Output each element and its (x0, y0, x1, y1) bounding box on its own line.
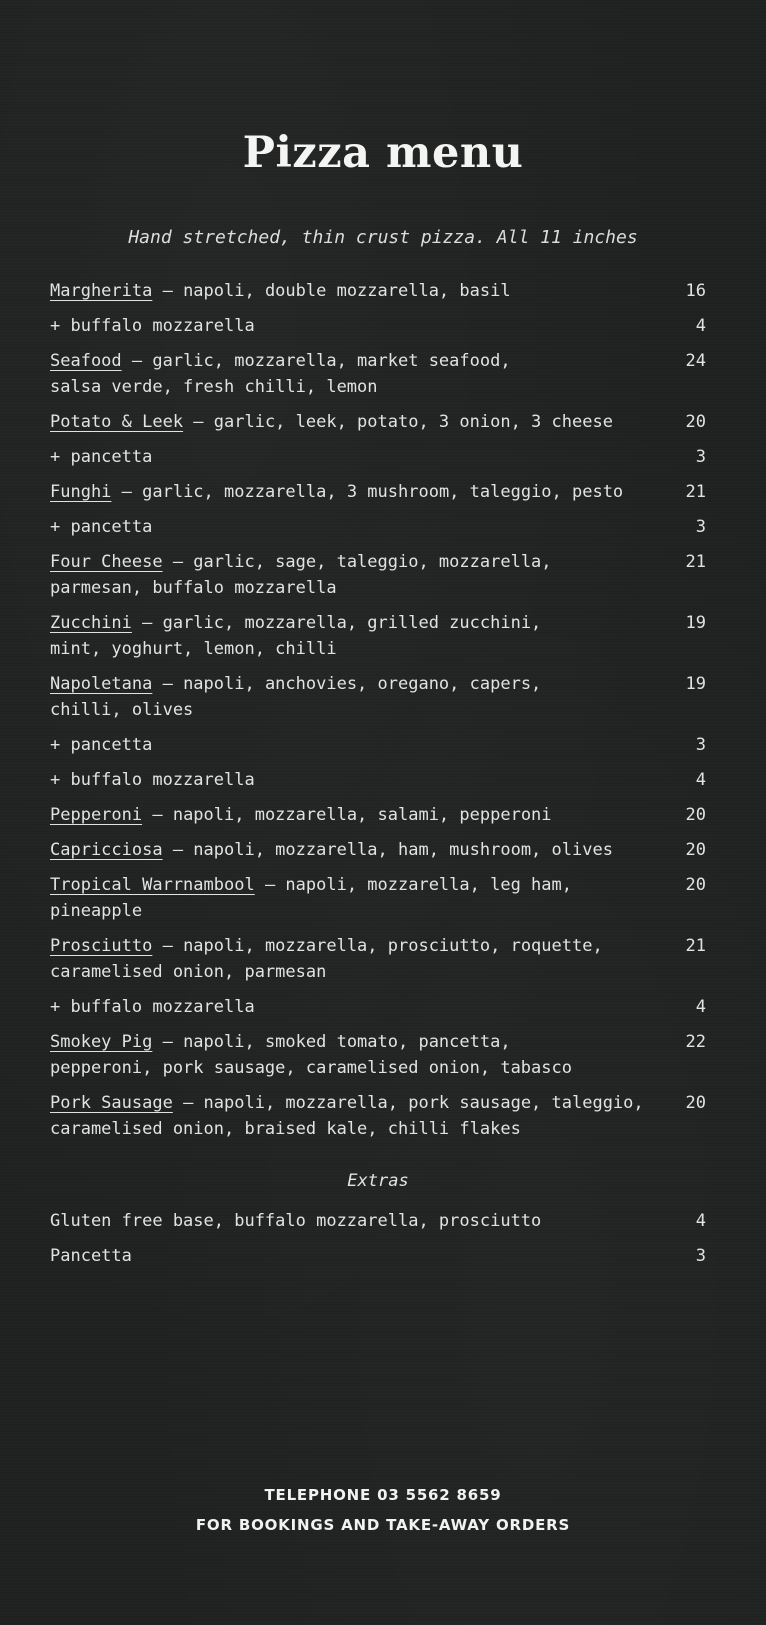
item-description: — napoli, anchovies, oregano, capers, chilli, olives (50, 674, 542, 720)
item-price: 20 (685, 412, 706, 432)
menu-item (50, 610, 706, 662)
addon-description: + buffalo mozzarella (50, 316, 255, 336)
addon-description: + buffalo mozzarella (50, 770, 255, 790)
menu-item (50, 1029, 706, 1081)
item-description: — napoli, mozzarella, pork sausage, taleggio, caramelised onion, braised kale, chilli flakes (50, 1093, 644, 1139)
addon-price: 3 (695, 517, 706, 537)
item-name: Margherita (50, 281, 153, 301)
item-name: Pork Sausage (50, 1093, 173, 1113)
menu-addon (50, 444, 706, 470)
item-price: 22 (685, 1032, 706, 1052)
extras-price: 4 (695, 1211, 706, 1231)
menu-item (50, 671, 706, 723)
item-name: Seafood (50, 351, 122, 371)
item-description: — napoli, mozzarella, ham, mushroom, olives (162, 840, 613, 860)
item-name: Pepperoni (50, 805, 143, 825)
menu-item (50, 278, 706, 304)
item-name: Zucchini (50, 613, 132, 633)
addon-price: 3 (695, 735, 706, 755)
item-name: Capricciosa (50, 840, 163, 860)
item-price: 19 (685, 613, 706, 633)
item-price: 20 (685, 840, 706, 860)
item-price: 20 (685, 805, 706, 825)
menu-item (50, 872, 706, 924)
addon-price: 3 (695, 447, 706, 467)
item-price: 20 (685, 875, 706, 895)
item-description: — napoli, smoked tomato, pancetta, pepperoni, pork sausage, caramelised onion, tabasco (50, 1032, 572, 1078)
menu-item (50, 409, 706, 435)
menu-item (50, 1090, 706, 1142)
item-name: Napoletana (50, 674, 153, 694)
extras-price: 3 (695, 1246, 706, 1266)
pizza-list (50, 278, 706, 1278)
extras-description: Pancetta (50, 1246, 132, 1266)
item-name: Four Cheese (50, 552, 163, 572)
item-description: — napoli, mozzarella, prosciutto, roquette, caramelised onion, parmesan (50, 936, 603, 982)
item-price: 24 (685, 351, 706, 371)
menu-addon (50, 313, 706, 339)
menu-item (50, 837, 706, 863)
menu-item (50, 348, 706, 400)
page-title: Pizza menu (242, 128, 524, 178)
item-name: Smokey Pig (50, 1032, 153, 1052)
item-description: — garlic, leek, potato, 3 onion, 3 cheese (183, 412, 613, 432)
extras-item (50, 1243, 706, 1269)
item-price: 21 (685, 936, 706, 956)
footer-bookings: FOR BOOKINGS AND TAKE-AWAY ORDERS (195, 1516, 571, 1534)
addon-description: + pancetta (50, 517, 153, 537)
addon-description: + pancetta (50, 735, 153, 755)
menu-item (50, 933, 706, 985)
item-name: Prosciutto (50, 936, 153, 956)
menu-item (50, 802, 706, 828)
menu-addon (50, 732, 706, 758)
item-price: 19 (685, 674, 706, 694)
addon-description: + buffalo mozzarella (50, 997, 255, 1017)
extras-description: Gluten free base, buffalo mozzarella, prosciutto (50, 1211, 542, 1231)
addon-price: 4 (695, 997, 706, 1017)
addon-description: + pancetta (50, 447, 153, 467)
item-description: — garlic, mozzarella, grilled zucchini, mint, yoghurt, lemon, chilli (50, 613, 542, 659)
item-description: — napoli, mozzarella, leg ham, pineapple (50, 875, 572, 921)
page-subtitle: Hand stretched, thin crust pizza. All 11 inches (128, 227, 638, 248)
footer-telephone: TELEPHONE 03 5562 8659 (264, 1486, 502, 1504)
extras-item (50, 1208, 706, 1234)
menu-addon (50, 514, 706, 540)
addon-price: 4 (695, 770, 706, 790)
item-description: — napoli, double mozzarella, basil (152, 281, 511, 301)
item-price: 21 (685, 552, 706, 572)
item-price: 20 (685, 1093, 706, 1113)
item-description: — garlic, sage, taleggio, mozzarella, parmesan, buffalo mozzarella (50, 552, 552, 598)
menu-item (50, 479, 706, 505)
menu-item (50, 549, 706, 601)
item-name: Funghi (50, 482, 112, 502)
addon-price: 4 (695, 316, 706, 336)
menu-addon (50, 994, 706, 1020)
item-name: Potato & Leek (50, 412, 184, 432)
item-description: — garlic, mozzarella, 3 mushroom, taleggio, pesto (111, 482, 624, 502)
menu-addon (50, 767, 706, 793)
extras-heading: Extras (347, 1171, 409, 1191)
item-name: Tropical Warrnambool (50, 875, 255, 895)
item-description: — napoli, mozzarella, salami, pepperoni (142, 805, 552, 825)
item-price: 21 (685, 482, 706, 502)
item-price: 16 (685, 281, 706, 301)
item-description: — garlic, mozzarella, market seafood, salsa verde, fresh chilli, lemon (50, 351, 511, 397)
